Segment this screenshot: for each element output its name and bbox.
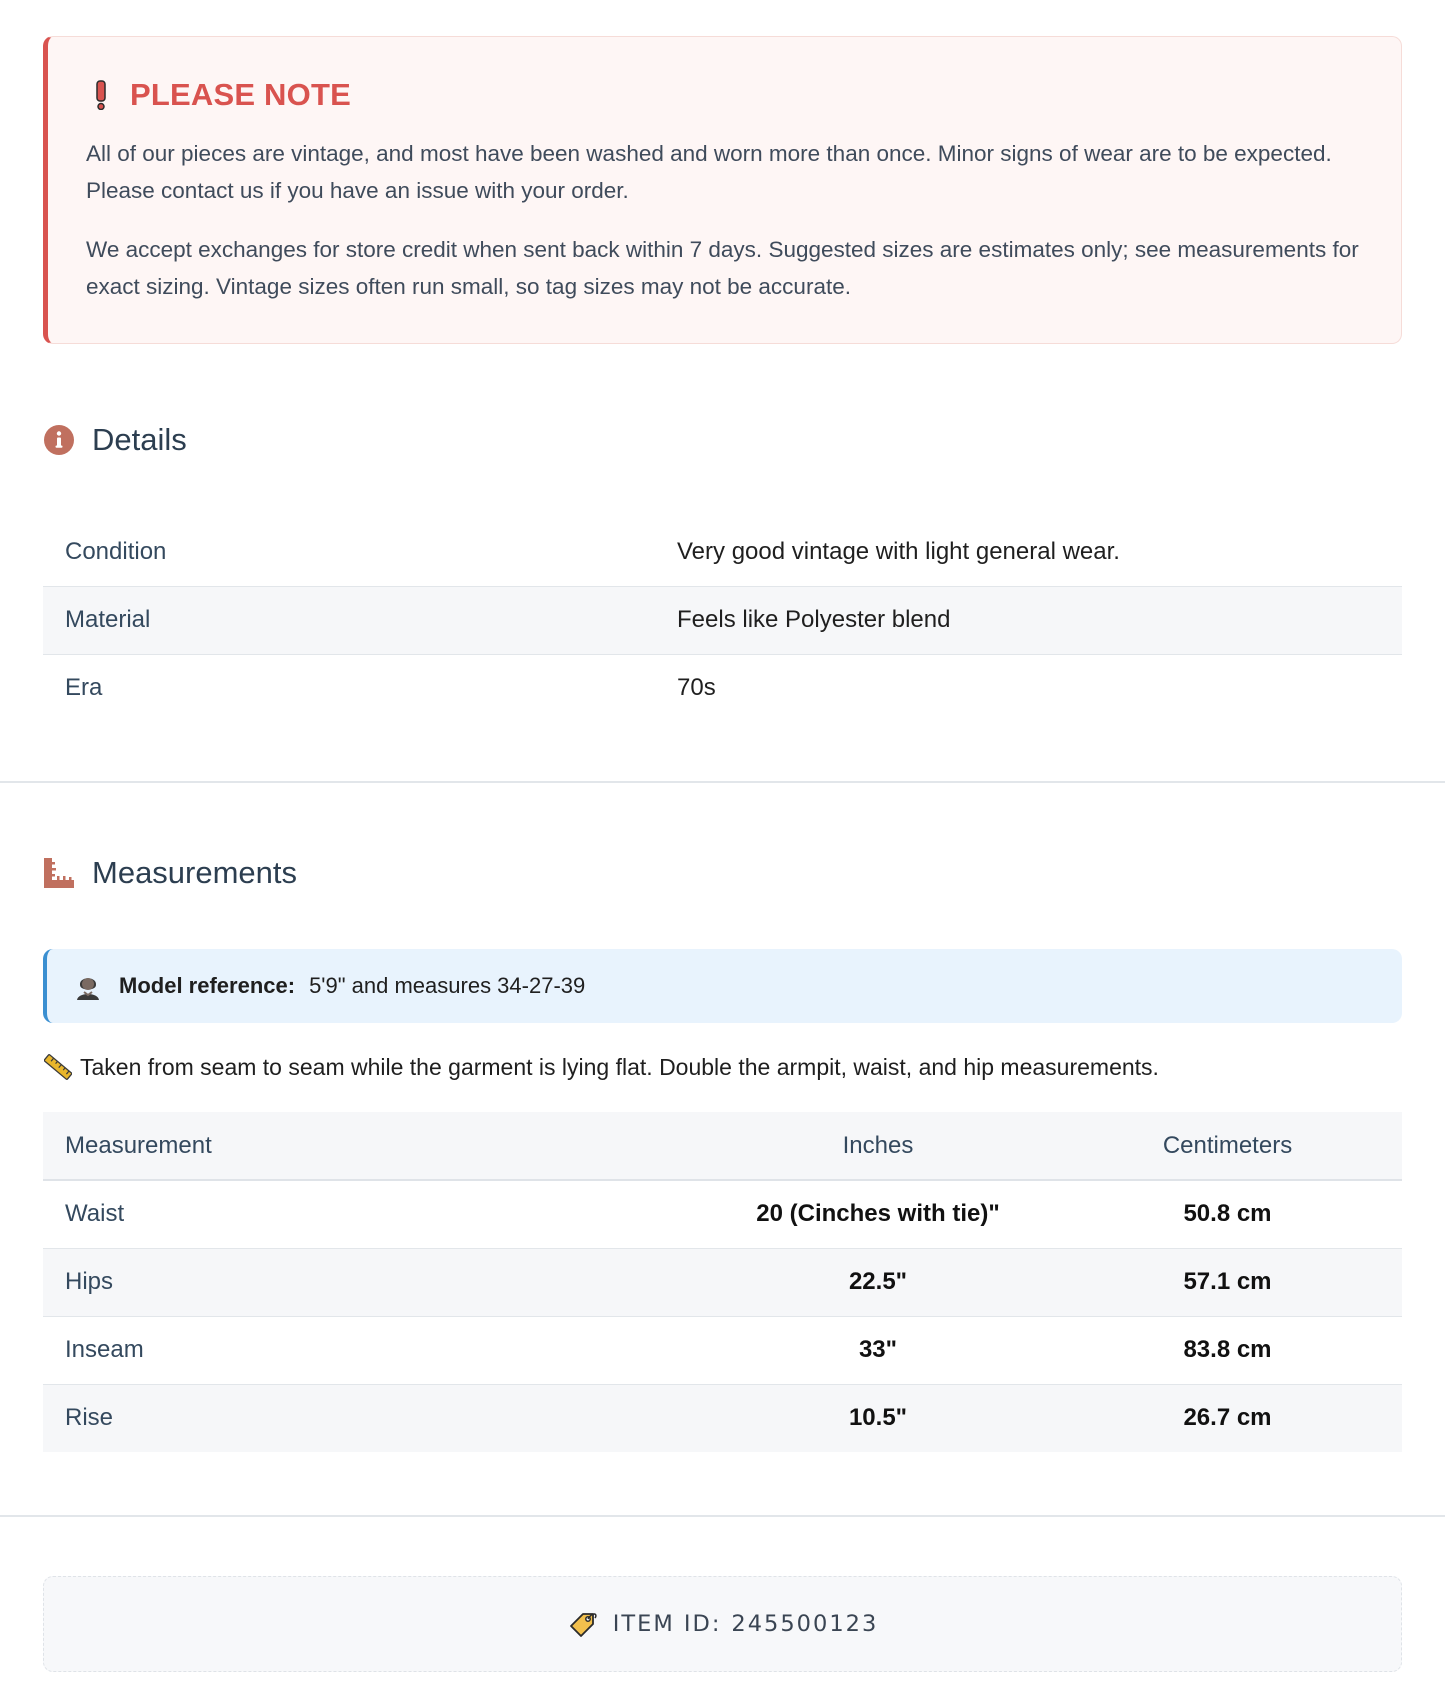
- table-row: [43, 1316, 1402, 1384]
- measurements-title: Measurements: [92, 855, 298, 890]
- detail-label: Material: [65, 606, 151, 633]
- detail-value: Very good vintage with light general wear.: [677, 537, 1120, 565]
- measurement-name: Rise: [65, 1404, 114, 1432]
- measurement-cm: 50.8 cm: [1183, 1200, 1272, 1228]
- details-heading: [43, 422, 187, 458]
- measurement-name: Hips: [65, 1268, 114, 1295]
- section-divider: [0, 1515, 1445, 1517]
- column-header: Measurement: [65, 1131, 212, 1159]
- person-icon: [73, 971, 103, 1001]
- table-row: [43, 518, 1402, 586]
- column-header: Inches: [842, 1131, 914, 1159]
- table-row: [43, 1384, 1402, 1452]
- notice-paragraph: All of our pieces are vintage, and most have been washed and worn more than once. Minor signs of wear are to be expected. Please contact us if you have an issue with your order.: [86, 141, 1332, 203]
- detail-value: Feels like Polyester blend: [677, 606, 951, 633]
- section-divider: [0, 781, 1445, 783]
- notice-box: [43, 36, 1402, 344]
- details-title: Details: [92, 422, 187, 457]
- notice-paragraph: We accept exchanges for store credit when sent back within 7 days. Suggested sizes are estimates only; see measurements for exact sizing. Vintage sizes often run small, so tag sizes may not be accurate.: [86, 237, 1359, 299]
- table-row: [43, 1180, 1402, 1248]
- ruler-pencil-icon: [44, 1053, 72, 1081]
- item-id-label: ITEM ID:: [612, 1611, 722, 1637]
- notice-title-row: [86, 75, 1361, 115]
- table-row: [43, 654, 1402, 722]
- table-row: [43, 1248, 1402, 1316]
- info-circle-icon: [43, 424, 75, 456]
- ruler-icon: [43, 857, 75, 889]
- measurement-cm: 57.1 cm: [1183, 1268, 1272, 1295]
- measurement-inches: 20 (Cinches with tie)": [756, 1200, 1000, 1228]
- measurement-hint-text: Taken from seam to seam while the garment is lying flat. Double the armpit, waist, and hip measurements.: [80, 1053, 1159, 1080]
- column-header: Centimeters: [1162, 1131, 1293, 1159]
- model-reference-box: [43, 949, 1402, 1023]
- details-table: [43, 518, 1402, 722]
- detail-label: Condition: [65, 537, 167, 565]
- tag-icon: [567, 1608, 599, 1640]
- measurement-inches: 10.5": [848, 1404, 908, 1432]
- measurement-name: Inseam: [65, 1336, 144, 1363]
- detail-value: 70s: [677, 674, 716, 702]
- table-row: [43, 586, 1402, 654]
- measurement-hint: [44, 1053, 1159, 1081]
- exclamation-icon: [86, 78, 116, 112]
- table-header-row: [43, 1112, 1402, 1180]
- measurement-inches: 33": [858, 1336, 898, 1363]
- measurement-cm: 26.7 cm: [1183, 1404, 1272, 1432]
- notice-title: PLEASE NOTE: [130, 77, 351, 112]
- measurements-table: [43, 1112, 1402, 1452]
- measurement-cm: 83.8 cm: [1183, 1336, 1272, 1363]
- measurement-name: Waist: [65, 1200, 125, 1228]
- measurements-heading: [43, 855, 297, 891]
- item-id-box: [43, 1576, 1402, 1672]
- item-id-value: 245500123: [731, 1611, 879, 1637]
- detail-label: Era: [65, 674, 103, 702]
- model-reference-value: 5'9" and measures 34-27-39: [309, 973, 586, 998]
- model-reference-label: Model reference:: [119, 973, 296, 998]
- measurement-inches: 22.5": [848, 1268, 908, 1295]
